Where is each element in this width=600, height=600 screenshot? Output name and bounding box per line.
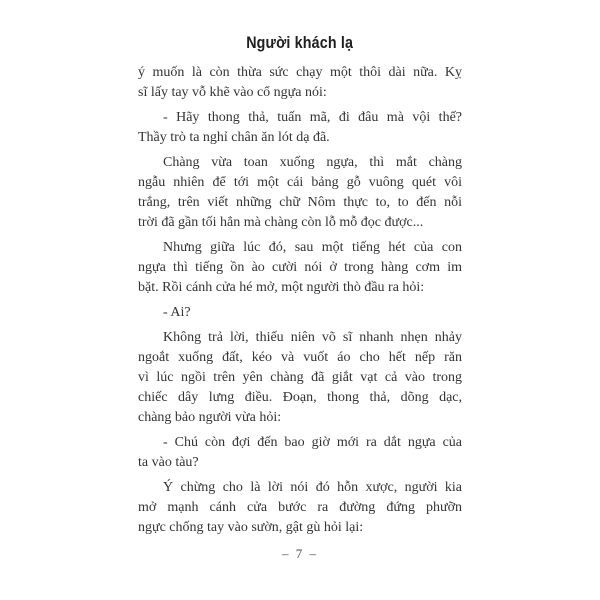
paragraph xyxy=(138,303,462,323)
text-line: chiếc dây lưng điều. Đoạn, thong thả, dõng dạc, xyxy=(138,390,462,405)
text-line: - Hãy thong thả, tuấn mã, đi đâu mà vội thế? xyxy=(163,110,462,125)
text-line: - Chú còn đợi đến bao giờ mới ra dắt ngựa của xyxy=(163,435,462,450)
text-line: ta vào tàu? xyxy=(138,455,199,470)
text-line: chàng bảo người vừa hỏi: xyxy=(138,410,282,425)
paragraph xyxy=(138,433,462,473)
text-line: Thầy trò ta nghỉ chân ăn lót dạ đã. xyxy=(138,130,330,145)
text-line: ngực chống tay vào sườn, gật gù hỏi lại: xyxy=(138,520,364,535)
paragraph xyxy=(138,238,462,298)
paragraph xyxy=(138,108,462,148)
paragraph xyxy=(138,63,462,103)
text-line: ngoắt xuống đất, kéo và vuốt áo cho hết nếp răn xyxy=(138,350,462,365)
text-line: Chàng vừa toan xuống ngựa, thì mắt chàng xyxy=(163,155,462,170)
text-line: Ý chừng cho là lời nói đó hỗn xược, người kia xyxy=(163,480,462,495)
text-line: Không trả lời, thiếu niên võ sĩ nhanh nhẹn nhảy xyxy=(163,330,462,345)
paragraph xyxy=(138,478,462,538)
page-title: Người khách lạ xyxy=(246,33,354,52)
text-line: ý muốn là còn thừa sức chạy một thôi dài nữa. Kỵ xyxy=(138,65,462,80)
body-text xyxy=(138,63,462,543)
page-number: – 7 – xyxy=(282,546,318,561)
text-line: trời đã gần tối hẳn mà chàng còn lỗ mỗ đọc được... xyxy=(138,215,424,230)
paragraph xyxy=(138,153,462,233)
text-line: trắng, trên viết những chữ Nôm thực to, to đến nỗi xyxy=(138,195,462,210)
text-line: Nhưng giữa lúc đó, sau một tiếng hét của con xyxy=(163,240,462,255)
text-line: vì lúc ngồi trên yên chàng đã giắt vạt cả vào trong xyxy=(138,370,462,385)
running-header xyxy=(0,33,600,53)
text-line: ngựa thì tiếng ồn ào cười nói ở trong hàng cơm im xyxy=(138,260,462,275)
text-line: bặt. Rồi cánh cửa hé mở, một người thò đầu ra hỏi: xyxy=(138,280,425,295)
paragraph xyxy=(138,328,462,428)
text-line: - Ai? xyxy=(163,305,191,320)
text-line: ngẫu nhiên để tới một cái bảng gỗ vuông quét vôi xyxy=(138,175,462,190)
text-line: mở mạnh cánh cửa bước ra đường đứng phưỡn xyxy=(138,500,462,515)
text-line: sĩ lấy tay vỗ khẽ vào cổ ngựa nói: xyxy=(138,85,327,100)
